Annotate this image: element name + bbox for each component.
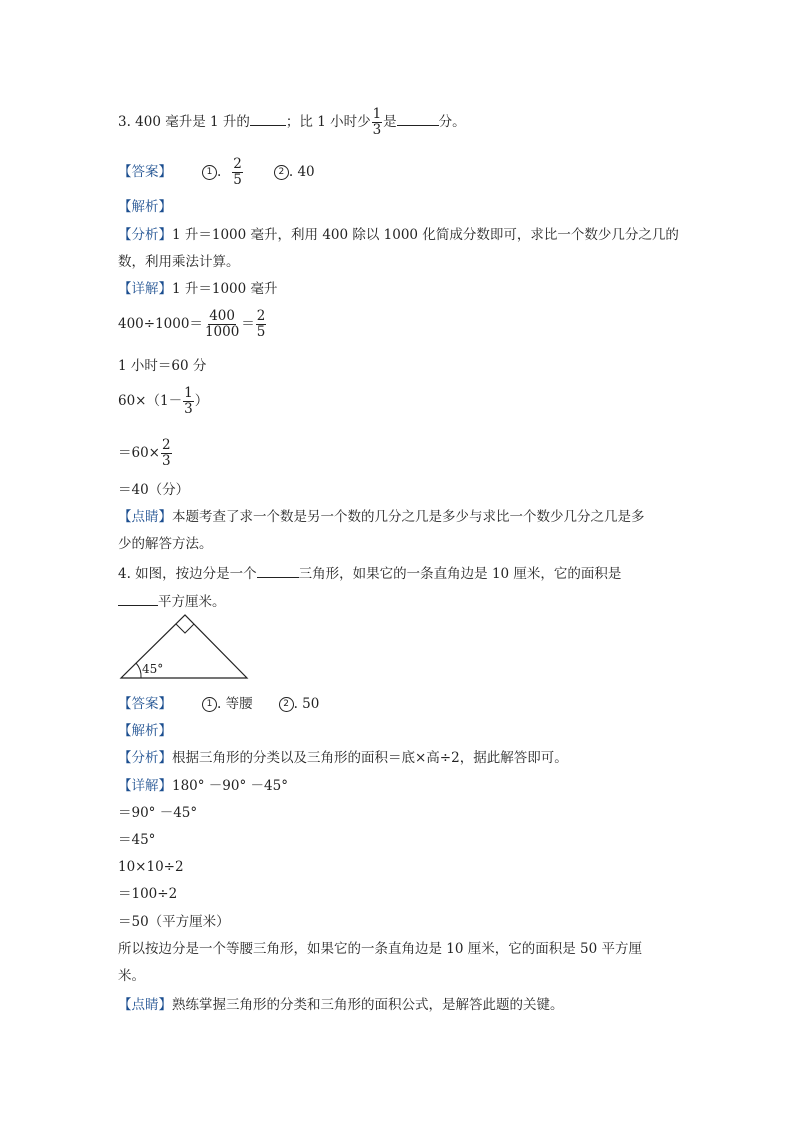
- q3-fenxi-line2: 数，利用乘法计算。: [118, 254, 240, 270]
- q4-dianjing-text: 熟练掌握三角形的分类和三角形的面积公式，是解答此题的关键。: [172, 997, 564, 1013]
- fenxi-tag: 【分析】: [118, 750, 172, 766]
- q3-eq4-frac: [161, 438, 172, 469]
- q3-suffix: 分。: [438, 114, 466, 130]
- q3-eq1-eq: ＝: [241, 316, 255, 332]
- q3-xiangjie-text: 1 升＝1000 毫升: [172, 281, 278, 297]
- q3-eq1-frac1: [204, 309, 240, 340]
- q4-conclusion-line1: 所以按边分是一个等腰三角形，如果它的一条直角边是 10 厘米，它的面积是 50 平方厘: [118, 941, 643, 957]
- q4-xiangjie-text: 180° －90° －45°: [172, 778, 288, 794]
- q3-eq4-left: ＝60×: [118, 445, 160, 461]
- q4-xiangjie: [118, 777, 288, 795]
- q3-question: [118, 107, 466, 138]
- xiangjie-tag: 【详解】: [118, 281, 172, 297]
- q3-eq3-den: 3: [184, 401, 193, 417]
- q4-step-5: ＝50（平方厘米）: [118, 914, 230, 930]
- answer-tag: 【答案】: [118, 696, 172, 712]
- q3-eq1-frac2: [256, 309, 267, 340]
- q4-fenxi: [118, 749, 568, 767]
- answer-tag: 【答案】: [118, 164, 172, 180]
- q4-ans2-text: . 50: [293, 696, 320, 712]
- q3-equation-5: ＝40（分）: [118, 482, 190, 498]
- q4-analysis-tag: 【解析】: [118, 723, 172, 739]
- q3-eq1-den2: 5: [256, 324, 266, 340]
- q3-xiangjie: [118, 280, 278, 298]
- right-triangle-figure: [118, 614, 250, 682]
- q4-blank-2: [118, 591, 158, 606]
- dianjing-tag: 【点睛】: [118, 997, 172, 1013]
- q4-dianjing: [118, 996, 564, 1014]
- q3-fenxi-text1: 1 升＝1000 毫升，利用 400 除以 1000 化简成分数即可，求比一个数少几分之几的: [172, 227, 679, 243]
- q4-step-1: ＝90° －45°: [118, 805, 198, 821]
- q3-eq1-num1: 400: [209, 308, 235, 324]
- q3-ans1-dot: .: [217, 164, 222, 180]
- q4-step-4: ＝100÷2: [118, 886, 178, 902]
- xiangjie-tag: 【详解】: [118, 778, 172, 794]
- q3-dianjing-line1: [118, 508, 645, 526]
- q3-equation-1: [118, 309, 267, 340]
- q3-dianjing-text1: 本题考查了求一个数是另一个数的几分之几是多少与求比一个数少几分之几是多: [172, 509, 645, 525]
- q3-blank-2: [397, 111, 439, 126]
- q3-fenxi-line1: [118, 226, 679, 244]
- q4-line1-b: 三角形，如果它的一条直角边是 10 厘米，它的面积是: [298, 566, 622, 582]
- q3-answer: [118, 157, 315, 188]
- q4-question-line1: [118, 563, 621, 583]
- q3-fraction: [372, 107, 383, 138]
- q3-after: 是: [383, 114, 397, 130]
- circled-number-icon: 1: [202, 165, 217, 180]
- q4-fenxi-text: 根据三角形的分类以及三角形的面积＝底×高÷2，据此解答即可。: [172, 750, 568, 766]
- q4-question-line2: [118, 591, 226, 611]
- right-angle-mark: [176, 624, 194, 633]
- q4-step-2: ＝45°: [118, 832, 156, 848]
- angle-label: 45°: [142, 662, 164, 676]
- q3-eq3-left: 60×（1－: [118, 393, 183, 409]
- fenxi-tag: 【分析】: [118, 227, 172, 243]
- q3-frac-num: 1: [372, 106, 382, 122]
- circled-number-icon: 2: [279, 697, 294, 712]
- q4-ans1-text: . 等腰: [217, 696, 253, 712]
- circled-number-icon: 1: [202, 697, 217, 712]
- q3-blank-1: [250, 111, 286, 126]
- q4-answer: [118, 695, 319, 713]
- circled-number-icon: 2: [274, 165, 289, 180]
- dianjing-tag: 【点睛】: [118, 509, 172, 525]
- q3-eq4-num: 2: [162, 437, 171, 453]
- q4-conclusion-line2: 米。: [118, 968, 145, 984]
- q3-prefix: 3. 400 毫升是 1 升的: [118, 114, 250, 130]
- q3-mid: ；比 1 小时少: [285, 114, 371, 130]
- q3-eq1-num2: 2: [256, 308, 266, 324]
- q3-eq1-den1: 1000: [204, 324, 240, 340]
- q4-blank-1: [257, 563, 299, 578]
- angle-arc: [136, 663, 141, 678]
- q3-ans2-text: . 40: [288, 164, 315, 180]
- q3-frac-den: 3: [372, 122, 382, 138]
- q4-line1-a: 4. 如图，按边分是一个: [118, 566, 257, 582]
- q4-line2: 平方厘米。: [158, 594, 226, 610]
- q3-analysis-tag: 【解析】: [118, 199, 172, 215]
- q3-eq3-right: ）: [194, 393, 209, 409]
- q3-equation-3: [118, 386, 208, 417]
- q3-equation-2: 1 小时＝60 分: [118, 358, 207, 374]
- q3-equation-4: [118, 438, 173, 469]
- q4-step-3: 10×10÷2: [118, 859, 184, 875]
- q3-eq3-num: 1: [184, 385, 193, 401]
- q3-ans1-num: 2: [233, 156, 242, 172]
- q3-eq4-den: 3: [162, 453, 171, 469]
- q3-dianjing-line2: 少的解答方法。: [118, 536, 213, 552]
- q3-ans1-den: 5: [233, 172, 242, 188]
- q3-eq1-left: 400÷1000＝: [118, 316, 203, 332]
- q3-ans1-fraction: [232, 157, 243, 188]
- q3-eq3-frac: [183, 386, 194, 417]
